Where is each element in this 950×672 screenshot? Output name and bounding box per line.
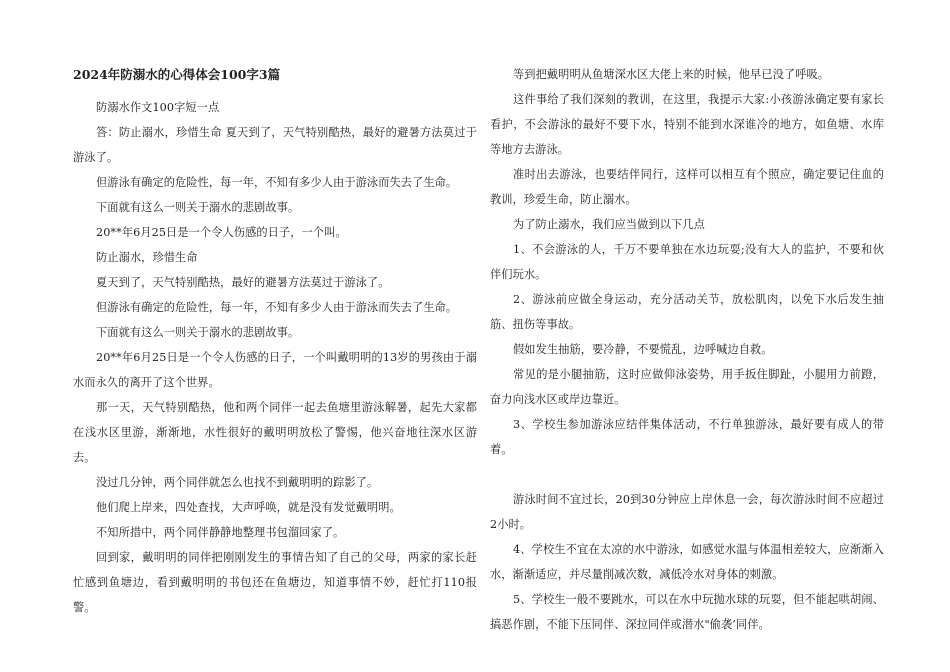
paragraph-left-13: 他们爬上岸来，四处查找，大声呼唤，就是没有发觉戴明明。 xyxy=(96,501,401,514)
paragraph-left-2: 答：防止溺水，珍惜生命 夏天到了，天气特别酷热，最好的避暑方法莫过于游泳了。 xyxy=(73,126,477,164)
paragraph-left-4: 下面就有这么一则关于溺水的悲剧故事。 xyxy=(96,201,300,214)
paragraph-right-7: 假如发生抽筋，要冷静，不要慌乱，边呼喊边自救。 xyxy=(513,343,773,356)
paragraph-left-14: 不知所措中，两个同伴静静地整理书包溜回家了。 xyxy=(96,526,345,539)
paragraph-right-4: 为了防止溺水，我们应当做到以下几点 xyxy=(513,218,705,231)
paragraph-left-5: 20**年6月25日是一个令人伤感的日子，一个叫。 xyxy=(96,226,347,239)
right-column xyxy=(490,62,884,637)
blank-line xyxy=(490,462,884,487)
paragraph-left-8: 但游泳有确定的危险性，每一年，不知有多少人由于游泳而失去了生命。 xyxy=(96,301,458,314)
paragraph-right-10: 游泳时间不宜过长，20到30分钟应上岸休息一会，每次游泳时间不应超过2小时。 xyxy=(490,493,884,531)
paragraph-right-11: 4、学校生不宜在太凉的水中游泳，如感觉水温与体温相差较大，应渐渐入水，渐渐适应，并尽量削减次数，减低冷水对身体的刺激。 xyxy=(490,543,884,581)
paragraph-right-1: 等到把戴明明从鱼塘深水区大佬上来的时候，他早已没了呼吸。 xyxy=(513,68,830,81)
paragraph-left-9: 下面就有这么一则关于溺水的悲剧故事。 xyxy=(96,326,300,339)
paragraph-left-1: 防溺水作文100字短一点 xyxy=(96,101,220,114)
paragraph-left-15: 回到家，戴明明的同伴把刚刚发生的事情告知了自己的父母，两家的家长赶忙感到鱼塘边，看到戴明明的书包还在鱼塘边，知道事情不妙，赶忙打110报警。 xyxy=(73,551,477,614)
paragraph-right-2: 这件事给了我们深刻的教训，在这里，我提示大家:小孩游泳确定要有家长看护，不会游泳的最好不要下水，特别不能到水深谁冷的地方，如鱼塘、水库等地方去游泳。 xyxy=(490,93,884,156)
paragraph-right-9: 3、学校生参加游泳应结伴集体活动，不行单独游泳，最好要有成人的带着。 xyxy=(490,418,884,456)
paragraph-right-6: 2、游泳前应做全身运动，充分活动关节，放松肌肉，以免下水后发生抽筋、扭伤等事故。 xyxy=(490,293,884,331)
left-column xyxy=(73,62,477,620)
paragraph-left-10: 20**年6月25日是一个令人伤感的日子，一个叫戴明明的13岁的男孩由于溺水而永久的离开了这个世界。 xyxy=(73,351,477,389)
paragraph-right-3: 准时出去游泳，也要结伴同行，这样可以相互有个照应，确定要记住血的教训，珍爱生命，防止溺水。 xyxy=(490,168,884,206)
paragraph-right-12: 5、学校生一般不要跳水，可以在水中玩抛水球的玩耍，但不能起哄胡闹、搞恶作剧，不能下压同伴、深拉同伴或潜水"偷袭’同伴。 xyxy=(490,593,884,631)
paragraph-right-5: 1、不会游泳的人，千万不要单独在水边玩耍;没有大人的监护，不要和伙伴们玩水。 xyxy=(490,243,884,281)
paragraph-right-8: 常见的是小腿抽筋，这时应做仰泳姿势，用手扳住脚趾，小腿用力前蹬，奋力向浅水区或岸边靠近。 xyxy=(490,368,884,406)
paragraph-left-7: 夏天到了，天气特别酷热，最好的避暑方法莫过于游泳了。 xyxy=(96,276,390,289)
paragraph-left-11: 那一天，天气特别酷热，他和两个同伴一起去鱼塘里游泳解暑，起先大家都在浅水区里游，渐渐地，水性很好的戴明明放松了警惕，他兴奋地往深水区游去。 xyxy=(73,401,477,464)
document-title: 2024年防溺水的心得体会100字3篇 xyxy=(73,67,281,82)
paragraph-left-3: 但游泳有确定的危险性，每一年，不知有多少人由于游泳而失去了生命。 xyxy=(96,176,458,189)
paragraph-left-12: 没过几分钟，两个同伴就怎么也找不到戴明明的踪影了。 xyxy=(96,476,379,489)
paragraph-left-6: 防止溺水，珍惜生命 xyxy=(96,251,198,264)
